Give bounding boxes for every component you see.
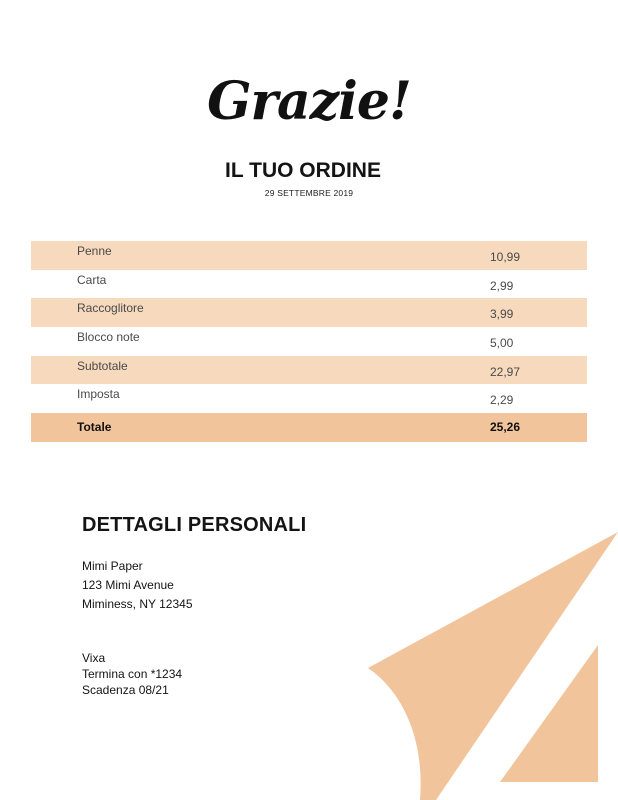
tax-row <box>31 384 587 413</box>
order-title: IL TUO ORDINE <box>225 159 381 182</box>
item-label: Raccoglitore <box>77 301 144 316</box>
item-price: 10,99 <box>490 250 521 264</box>
thank-you-heading: Grazie! <box>207 71 411 132</box>
order-date: 29 SETTEMBRE 2019 <box>264 188 354 198</box>
item-price: 2,99 <box>490 278 514 293</box>
subtotal-label: Subtotale <box>77 358 128 373</box>
item-label: Blocco note <box>77 330 140 345</box>
subtotal-value: 22,97 <box>490 364 521 379</box>
order-row <box>31 270 587 299</box>
card-ending: Termina con *1234 <box>82 667 183 681</box>
item-price: 5,00 <box>490 336 514 351</box>
total-row <box>31 413 587 442</box>
personal-details-heading: DETTAGLI PERSONALI <box>82 514 307 536</box>
tax-label: Imposta <box>77 387 120 402</box>
order-row <box>31 241 587 270</box>
payment-block <box>82 650 182 698</box>
tax-value: 2,29 <box>490 393 514 408</box>
subtotal-row <box>31 356 587 385</box>
total-label: Totale <box>77 420 112 435</box>
city-state-zip: Miminess, NY 12345 <box>82 597 193 611</box>
item-label: Penne <box>77 244 112 258</box>
item-price: 3,99 <box>490 307 514 322</box>
street-address: 123 Mimi Avenue <box>82 578 174 592</box>
order-row <box>31 298 587 327</box>
customer-name: Mimi Paper <box>82 559 143 573</box>
card-brand: Vixa <box>82 651 106 665</box>
item-label: Carta <box>77 272 107 287</box>
card-expiry: Scadenza 08/21 <box>82 683 169 697</box>
order-table <box>31 241 587 442</box>
address-block <box>82 557 193 614</box>
total-value: 25,26 <box>490 420 521 435</box>
order-row <box>31 327 587 356</box>
